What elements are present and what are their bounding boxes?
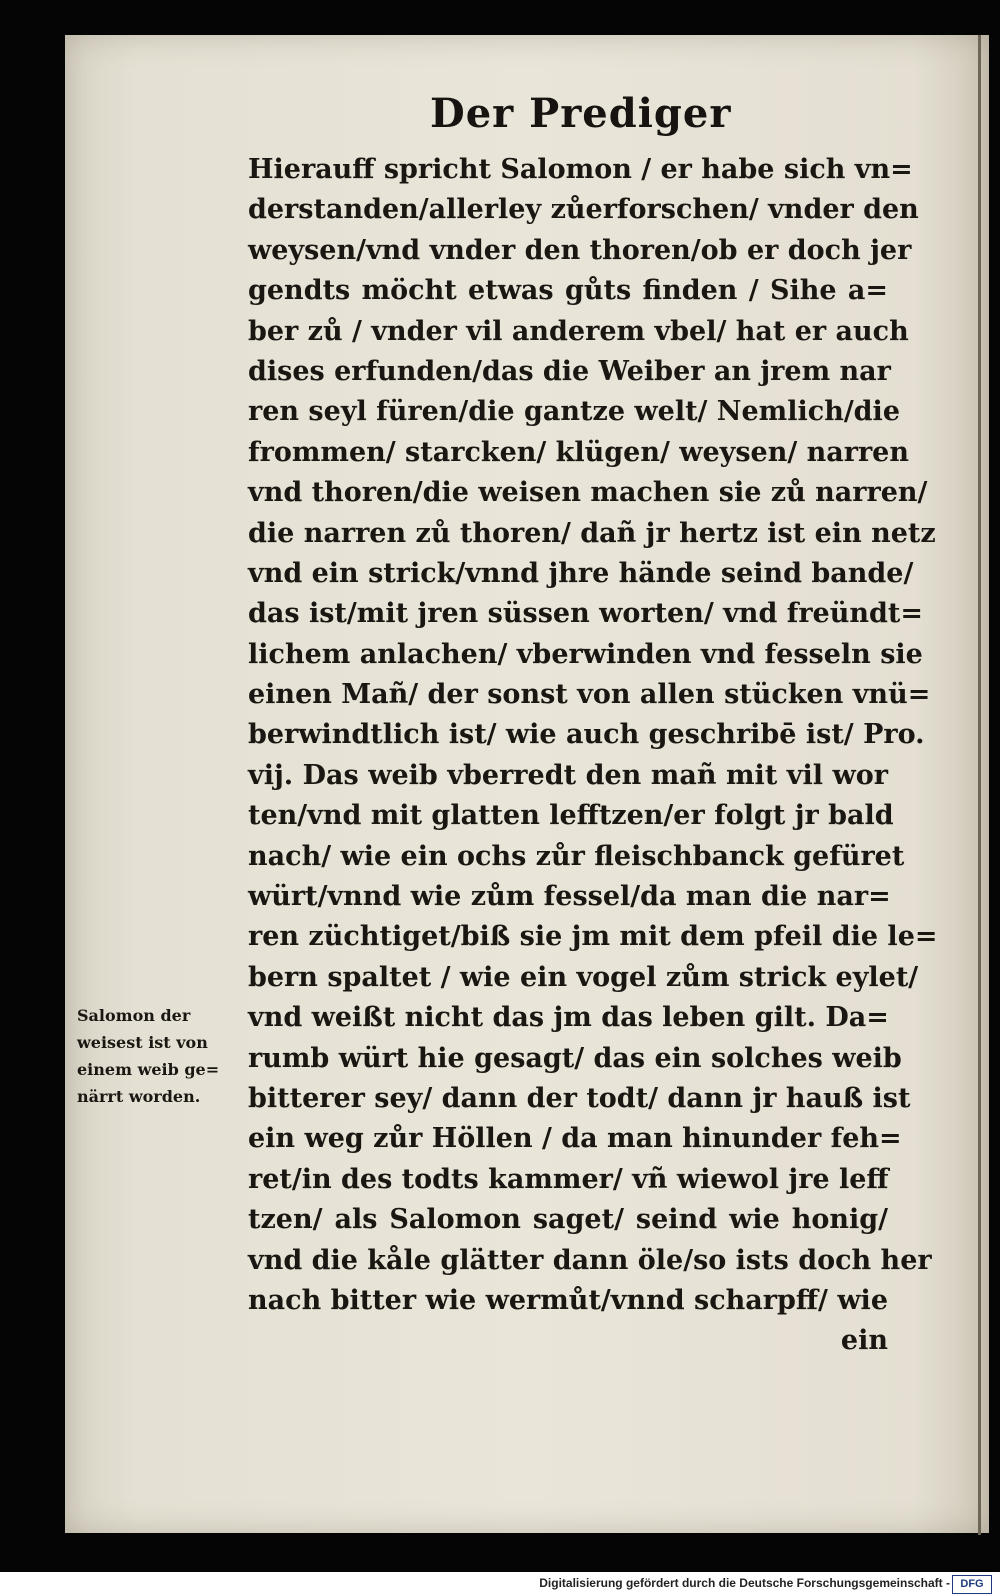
page-heading: Der Prediger [430,90,732,137]
catchword: ein [840,1325,888,1357]
text-line: vnd ein strick/vnnd jhre hände seind bande/ [248,557,914,589]
marginal-note-line: einem weib ge= [77,1060,220,1079]
text-line: vnd weißt nicht das jm das leben gilt. Da= [248,1002,889,1034]
text-line: vij. Das weib vberredt den mañ mit vil wor [248,759,888,791]
text-line: Hierauff spricht Salomon / er habe sich vn= [248,154,913,185]
text-line: berwindtlich ist/ wie auch geschribē ist/ Pro. [248,719,925,751]
text-line: das ist/mit jren süssen worten/ vnd freündt= [248,598,923,630]
text-line: frommen/ starcken/ klügen/ weysen/ narren [248,436,909,468]
text-line: die narren zů thoren/ dañ jr hertz ist ein netz [248,517,936,549]
text-line: vnd die kåle glätter dann öle/so ists doch her [248,1244,932,1276]
marginal-note-line: weisest ist von [77,1033,208,1052]
text-line: einen Mañ/ der sonst von allen stücken vnü= [248,679,931,711]
marginal-note-line: närrt worden. [77,1087,201,1106]
text-line: gendts möcht etwas gůts finden / Sihe a= [248,275,888,307]
text-line: vnd thoren/die weisen machen sie zů narren/ [248,477,928,509]
text-line: ren züchtiget/biß sie jm mit dem pfeil die le= [248,921,938,953]
page-edge [978,35,981,1535]
text-line: ber zů / vnder vil anderem vbel/ hat er auch [248,315,909,347]
text-line: bern spaltet / wie ein vogel zům strick eylet/ [248,961,919,993]
text-line: ren seyl füren/die gantze welt/ Nemlich/die [248,396,900,428]
text-line: ein weg zůr Höllen / da man hinunder feh= [248,1123,902,1155]
dfg-logo: DFG [952,1575,992,1594]
text-line: nach/ wie ein ochs zůr fleischbanck gefüret [248,840,905,872]
text-line: bitterer sey/ dann der todt/ dann jr hauß ist [248,1082,911,1114]
text-line: nach bitter wie wermůt/vnnd scharpff/ wie [248,1284,888,1316]
text-line: ret/in des todts kammer/ vñ wiewol jre leff [248,1163,889,1195]
text-line: rumb würt hie gesagt/ das ein solches weib [248,1042,902,1074]
marginal-note [77,1002,247,1110]
text-line: tzen/ als Salomon saget/ seind wie honig/ [248,1204,888,1236]
text-line: weysen/vnd vnder den thoren/ob er doch jer [248,234,912,266]
text-line: lichem anlachen/ vberwinden vnd fesseln sie [248,638,923,670]
text-line: derstanden/allerley zůerforschen/ vnder den [248,194,919,226]
text-line: dises erfunden/das die Weiber an jrem nar [248,355,891,387]
main-text-block [248,150,938,1362]
footer-credit: Digitalisierung gefördert durch die Deutsche Forschungsgemeinschaft - [539,1576,950,1590]
marginal-note-line: Salomon der [77,1006,191,1025]
text-line: würt/vnnd wie zům fessel/da man die nar= [248,881,891,913]
footer-bar [0,1572,1000,1596]
text-line: ten/vnd mit glatten lefftzen/er folgt jr bald [248,800,894,832]
